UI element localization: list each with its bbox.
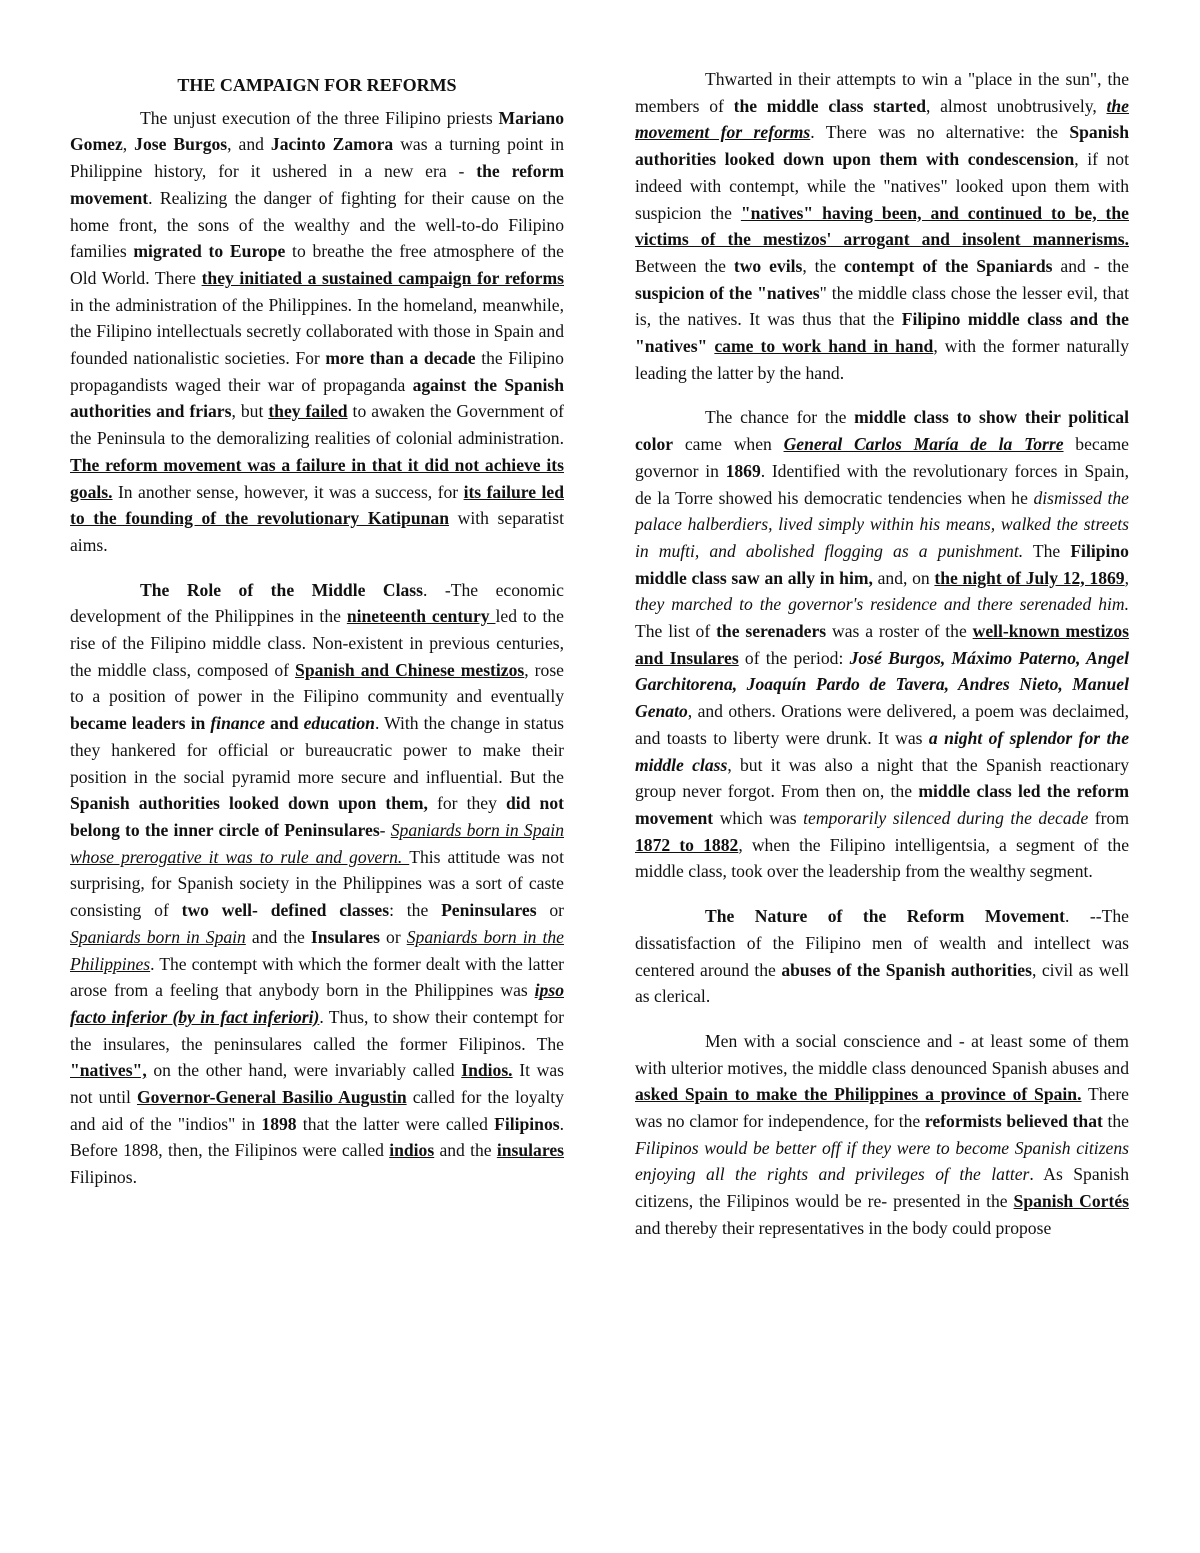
text-run: reformists believed that xyxy=(924,1111,1103,1132)
text-run: insulares xyxy=(496,1140,564,1161)
text-run: the movement for reforms xyxy=(635,95,1129,143)
text-run: , xyxy=(1124,567,1129,588)
text-run: and the xyxy=(245,926,311,947)
text-run: the night of July 12, 1869 xyxy=(934,567,1125,588)
text-run: , and others. Orations were delivered, a poem was declaimed, and toasts to liberty were drunk. It was xyxy=(635,701,1129,748)
text-run: Insulares xyxy=(310,926,380,947)
text-run: , but it was also a night that the Spanish reactionary group never forgot. From then on, the xyxy=(635,754,1129,802)
text-run: The chance for the xyxy=(705,407,855,428)
text-run: and, on xyxy=(872,567,935,588)
text-run: "natives", xyxy=(70,1060,147,1081)
text-run: Jose Burgos xyxy=(134,134,228,155)
text-run: to breathe the free atmosphere of the Old World. There xyxy=(70,241,564,288)
text-run: Spanish authorities looked down upon them, xyxy=(70,793,428,814)
text-run: came to work hand in hand xyxy=(714,336,934,357)
text-run: or xyxy=(379,926,407,947)
text-run: for they xyxy=(427,793,506,814)
document-title: THE CAMPAIGN FOR REFORMS xyxy=(177,75,457,95)
text-run: which was xyxy=(713,807,804,828)
right-column xyxy=(635,66,1129,1242)
text-run: that the latter were called xyxy=(296,1113,495,1134)
text-run: Filipino middle class and the "natives" xyxy=(635,309,1129,357)
text-run: Between the xyxy=(635,255,734,276)
text-run: contempt of the Spaniards xyxy=(844,255,1053,276)
text-run: . As Spanish citizens, the Filipinos would be re- presented in the xyxy=(635,1164,1129,1212)
text-run: , but xyxy=(231,401,269,422)
text-run: the serenaders xyxy=(716,621,827,642)
text-run: more than a decade xyxy=(325,348,476,369)
text-run: General Carlos María de la Torre xyxy=(783,434,1064,455)
text-run: became leaders in xyxy=(70,713,211,734)
text-run: education xyxy=(303,713,375,734)
left-paragraphs xyxy=(70,105,564,1191)
text-run: . Thus, to show their contempt for the insulares, the peninsulares called the former Filipinos. The xyxy=(70,1006,564,1054)
text-run: Spanish authorities looked down upon them with condescension xyxy=(635,122,1129,170)
text-run: It was not until xyxy=(70,1060,564,1108)
text-run: to awaken the Government of the Peninsula to the demoralizing realities of colonial administration. xyxy=(70,401,564,449)
text-run: The Role of the Middle Class xyxy=(140,579,423,600)
text-run: José Burgos, Máximo Paterno, Angel Garchitorena, Joaquín Pardo de Tavera, Andres Nieto, Manuel Genato xyxy=(635,647,1129,722)
text-run: . -The economic development of the Philippines in the xyxy=(70,579,564,627)
text-run: abuses of the Spanish authorities xyxy=(781,959,1032,980)
text-run: became governor in xyxy=(635,434,1129,481)
text-run: called for the loyalty and aid of the "indios" in xyxy=(70,1087,564,1134)
text-run: Peninsulares xyxy=(441,900,537,921)
text-run: suspicion of the "natives xyxy=(635,282,820,303)
text-run: " the middle class chose the lesser evil, that is, the natives. It was thus that the xyxy=(635,282,1129,330)
text-run: the xyxy=(1102,1111,1129,1132)
text-run: . Realizing the danger of fighting for their cause on the home front, the sons of the wealthy and the well-to-do Filipino families xyxy=(70,187,564,262)
text-run: against the Spanish authorities and friars xyxy=(70,374,564,422)
text-run: : the xyxy=(389,900,442,921)
text-run: , and xyxy=(227,134,271,155)
text-run: in the administration of the Philippines. In the homeland, meanwhile, the Filipino intellectuals secretly collaborated with those in Spain and founded nationalistic societies. For xyxy=(70,294,564,369)
text-run: Spaniards born in Spain whose prerogative it was to rule and govern. xyxy=(70,819,564,867)
text-run: Mariano Gomez xyxy=(70,107,564,155)
text-run: and - the xyxy=(1052,255,1129,276)
text-run: middle class to show their political color xyxy=(635,407,1129,455)
text-run: This attitude was not surprising, for Spanish society in the Philippines was a sort of caste consisting of xyxy=(70,846,564,921)
text-run: Filipinos. xyxy=(70,1167,137,1188)
text-run: . --The dissatisfaction of the Filipino men of wealth and intellect was centered around the xyxy=(635,906,1129,980)
text-run: Indios. xyxy=(461,1060,513,1081)
text-run: 1872 to 1882 xyxy=(635,834,739,855)
text-run: temporarily silenced during the decade xyxy=(803,807,1089,828)
text-run: led to the rise of the Filipino middle class. Non-existent in previous centuries, the middle class, composed of xyxy=(70,606,564,680)
text-run: The unjust execution of the three Filipino priests xyxy=(140,107,499,128)
text-run: . Identified with the revolutionary forces in Spain, de la Torre showed his democratic tendencies when he xyxy=(635,460,1129,508)
text-run: the Filipino propagandists waged their war of propaganda xyxy=(70,348,564,395)
text-run: with separatist aims. xyxy=(70,508,564,555)
text-run: Thwarted in their attempts to win a "place in the sun", the members of xyxy=(635,69,1129,116)
text-run: , when the Filipino intelligentsia, a segment of the middle class, took over the leadership from the wealthy segment. xyxy=(635,834,1129,882)
text-run: , if not indeed with contempt, while the "natives" looked upon them with suspicion the xyxy=(635,149,1129,223)
text-run: The reform movement was a failure in that it did not achieve its goals. xyxy=(70,454,564,502)
text-run: two evils xyxy=(733,255,803,276)
text-run: Jacinto Zamora xyxy=(270,134,394,155)
text-run: the reform movement xyxy=(70,161,565,208)
text-run: Spanish and Chinese mestizos xyxy=(295,659,525,680)
left-paragraph xyxy=(70,577,564,1191)
text-run: they marched to the governor's residence and there serenaded him. xyxy=(635,594,1129,615)
text-run: 1869 xyxy=(725,460,761,481)
text-run: , xyxy=(122,134,135,155)
text-run: asked Spain to make the Philippines a province of Spain. xyxy=(635,1084,1082,1105)
text-run: There was no clamor for independence, for the xyxy=(635,1084,1129,1132)
text-run: ipso facto inferior (by in fact inferiori) xyxy=(70,980,564,1027)
text-run: did not belong to the inner circle of Peninsulares xyxy=(70,793,564,840)
text-run: 1898 xyxy=(261,1113,297,1134)
text-run: The Nature of the Reform Movement xyxy=(705,906,1066,927)
text-run: . There was no alternative: the xyxy=(810,122,1070,143)
text-run: . With the change in status they hankered for official or bureaucratic power to make their position in the social pyramid more secure and influential. But the xyxy=(70,713,564,787)
left-paragraph xyxy=(70,105,564,559)
right-paragraph xyxy=(635,903,1129,1010)
text-run: Filipinos would be better off if they were to become Spanish citizens enjoying all the rights and privileges of the latter xyxy=(635,1137,1129,1185)
text-run: they initiated a sustained campaign for reforms xyxy=(201,267,564,288)
text-run: dismissed the palace halberdiers, lived simply within his means, walked the streets in mufti, and abolished flogging as a punishment. xyxy=(635,487,1129,561)
text-run: and the xyxy=(434,1140,497,1161)
text-run: they failed xyxy=(268,401,348,422)
text-run: its failure led to the founding of the revolutionary Katipunan xyxy=(70,481,564,529)
text-run: , almost unobtrusively, xyxy=(926,95,1107,116)
text-run: - xyxy=(379,819,391,840)
text-run: Filipino middle class saw an ally in him, xyxy=(635,540,1129,588)
text-run: , rose to a position of power in the Filipino community and eventually xyxy=(70,659,564,707)
text-run: nineteenth century xyxy=(346,606,496,627)
right-paragraph xyxy=(635,404,1129,885)
text-run: , civil as well as clerical. xyxy=(635,959,1129,1007)
text-run: was a roster of the xyxy=(826,621,973,642)
text-run: The list of xyxy=(635,621,717,642)
text-run: was a turning point in Philippine history, for it ushered in a new era - xyxy=(70,134,564,182)
text-run: and xyxy=(265,713,304,734)
text-run: Men with a social conscience and - at least some of them with ulterior motives, the middle class denounced Spanish abuses and xyxy=(635,1030,1129,1078)
left-column xyxy=(70,66,564,1191)
text-run: Filipinos xyxy=(494,1113,560,1134)
text-run: "natives" having been, and continued to be, the victims of the mestizos' arrogant and insolent mannerisms. xyxy=(635,202,1129,250)
text-run: came when xyxy=(673,434,784,455)
right-paragraph xyxy=(635,66,1129,386)
text-run: The xyxy=(1023,540,1071,561)
right-paragraphs xyxy=(635,66,1129,1242)
text-run: of the period: xyxy=(738,647,850,668)
text-run: middle class led the reform movement xyxy=(635,781,1129,828)
text-run: Spanish Cortés xyxy=(1013,1191,1129,1212)
text-run: well-known mestizos and Insulares xyxy=(635,621,1129,668)
text-run: finance xyxy=(210,713,266,734)
text-run: , with the former naturally leading the latter by the hand. xyxy=(635,336,1129,383)
text-run: the middle class started xyxy=(733,95,926,116)
text-run: or xyxy=(536,900,564,921)
text-run: , the xyxy=(802,255,845,276)
text-run: indios xyxy=(389,1140,435,1161)
text-run: two well- defined classes xyxy=(181,900,390,921)
right-paragraph xyxy=(635,1028,1129,1242)
text-run: on the other hand, were invariably called xyxy=(146,1060,462,1081)
text-run: . Before 1898, then, the Filipinos were called xyxy=(70,1113,565,1161)
text-run: Spaniards born in the Philippines xyxy=(70,926,564,974)
text-run: migrated to Europe xyxy=(133,241,286,262)
text-run: from xyxy=(1088,807,1130,828)
text-run: In another sense, however, it was a success, for xyxy=(112,481,464,502)
text-run: Governor-General Basilio Augustin xyxy=(136,1087,407,1108)
text-run: . The contempt with which the former dealt with the latter arose from a feeling that anybody born in the Philippines was xyxy=(70,953,564,1001)
text-run: Spaniards born in Spain xyxy=(70,926,246,947)
text-run: a night of splendor for the middle class xyxy=(635,727,1129,775)
text-run: and thereby their representatives in the body could propose xyxy=(635,1217,1052,1238)
